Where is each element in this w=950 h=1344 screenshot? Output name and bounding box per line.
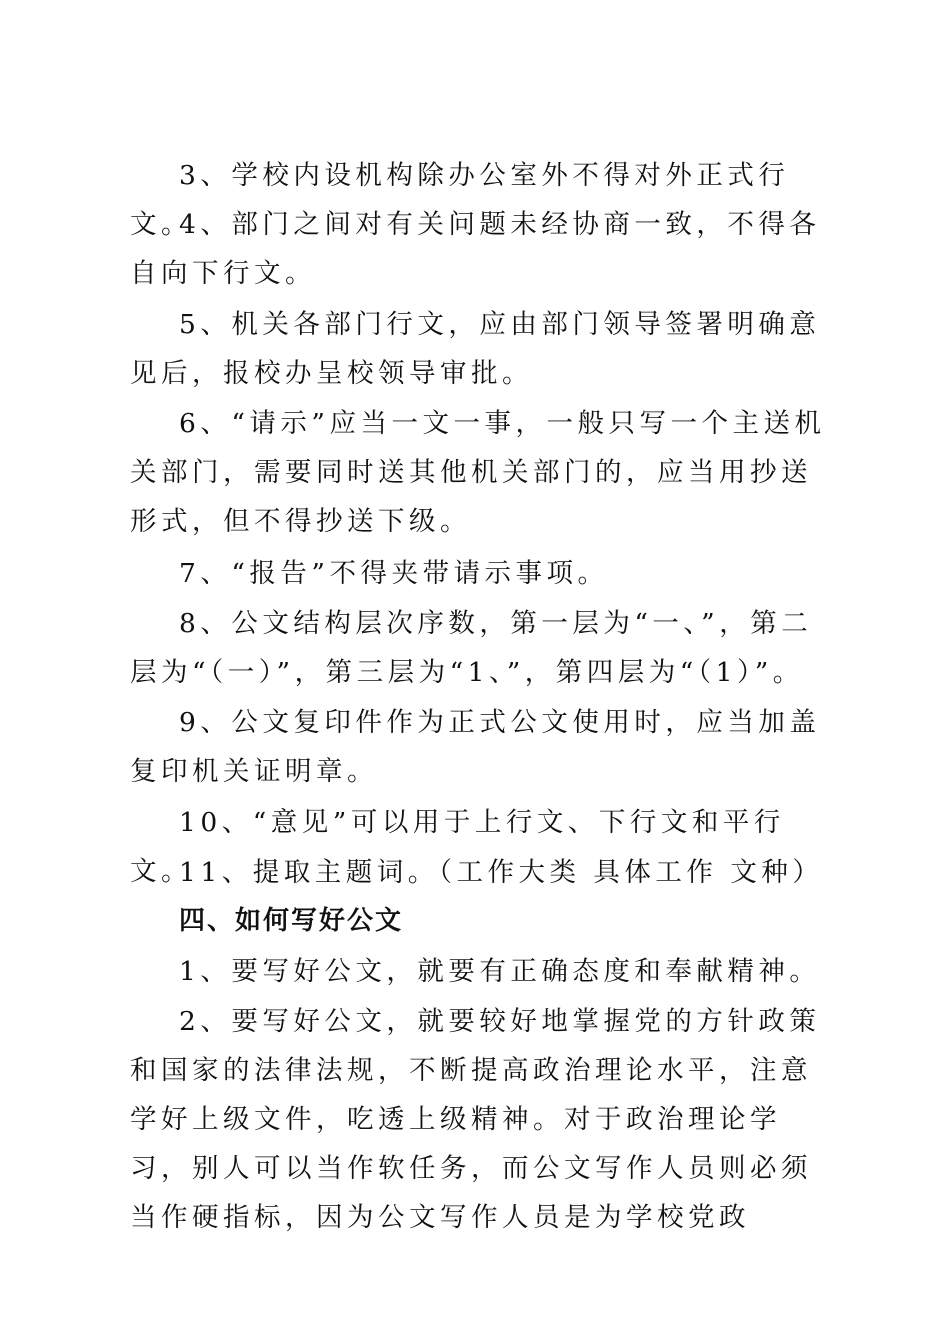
paragraph-item-7: 7、“报告”不得夹带请示事项。 <box>179 558 609 589</box>
section-paragraph-1: 1、要写好公文，就要有正确态度和奉献精神。 <box>179 956 821 987</box>
section-paragraph-2: 2、要写好公文，就要较好地掌握党的方针政策和国家的法律法规，不断提高政治理论水平，注意学好上级文件，吃透上级精神。对于政治理论学习，别人可以当作软任务，而公文写作人员则必须当作硬指标，因为公文写作人员是为学校党政 <box>130 1006 821 1233</box>
paragraph-item-6: 6、“请示”应当一文一事，一般只写一个主送机关部门，需要同时送其他机关部门的，应当用抄送形式，但不得抄送下级。 <box>130 408 826 537</box>
paragraph-item-4: 4、部门之间对有关问题未经协商一致，不得各自向下行文。 <box>130 209 821 289</box>
paragraph-item-10: 10、“意见”可以用于上行文、下行文和平行文。 <box>130 807 785 887</box>
paragraph-item-9: 9、公文复印件作为正式公文使用时，应当加盖复印机关证明章。 <box>130 707 821 787</box>
paragraph-item-5: 5、机关各部门行文，应由部门领导签署明确意见后，报校办呈校领导审批。 <box>130 309 821 389</box>
paragraph-item-8: 8、公文结构层次序数，第一层为“一、”，第二层为“（一）”，第三层为“1、”，第四层为“（1）”。 <box>130 608 813 688</box>
paragraph-item-3: 3、学校内设机构除办公室外不得对外正式行文。 <box>130 160 790 240</box>
paragraph-item-11: 11、提取主题词。（工作大类 具体工作 文种） <box>179 857 824 888</box>
section-heading: 四、如何写好公文 <box>179 906 404 936</box>
